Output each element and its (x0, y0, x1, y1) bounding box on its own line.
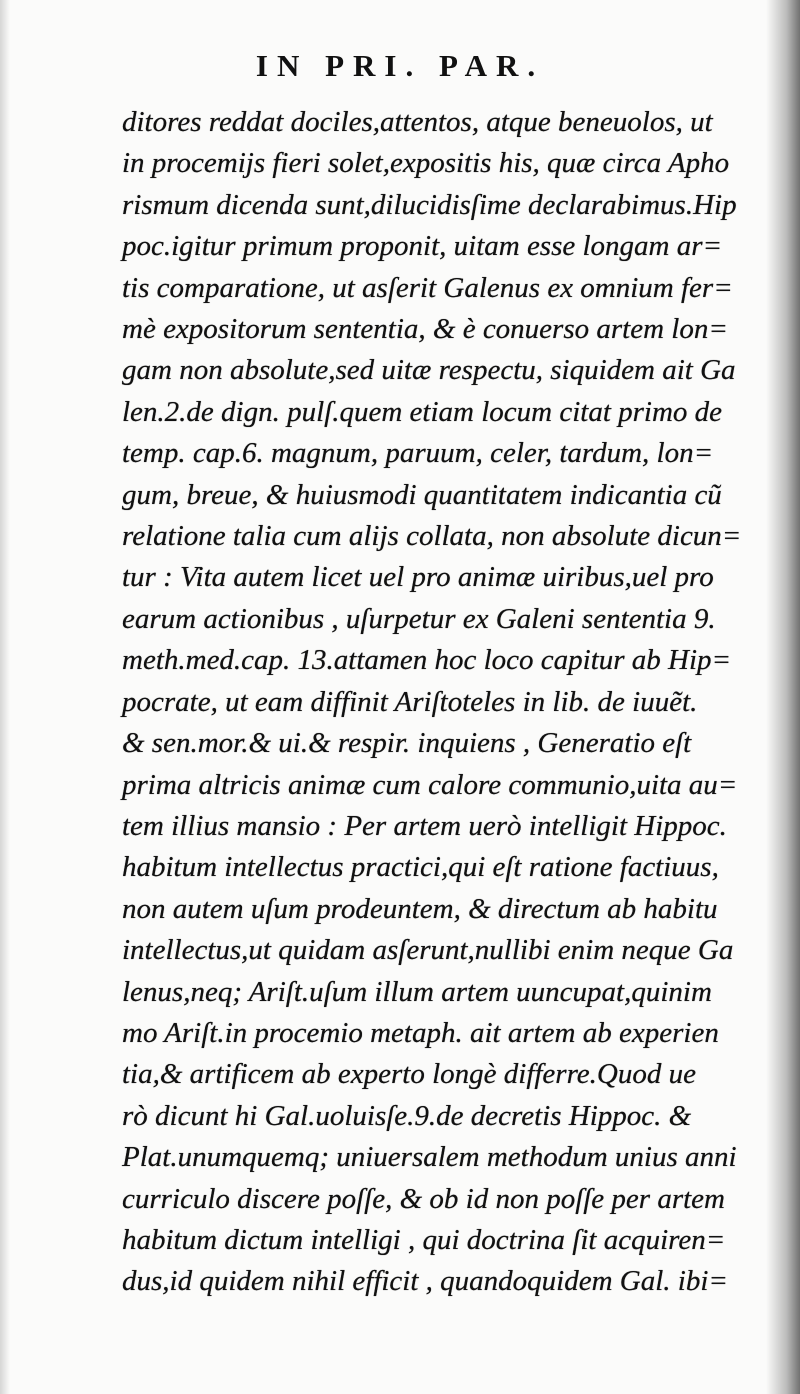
running-header: IN PRI. PAR. (255, 48, 545, 83)
text-line: intellectus,ut quidam asſerunt,nullibi enim neque Ga (122, 934, 734, 967)
text-line: temp. cap.6. magnum, paruum, celer, tardum, lon= (122, 437, 714, 470)
text-line: gam non absolute,sed uitæ respectu, siquidem ait Ga (122, 354, 736, 387)
text-line: & sen.mor.& ui.& respir. inquiens , Generatio eſt (122, 727, 692, 760)
text-line: tur : Vita autem licet uel pro animæ uiribus,uel pro (122, 561, 714, 594)
text-line: tis comparatione, ut asſerit Galenus ex omnium fer= (122, 271, 733, 304)
text-line: ditores reddat dociles,attentos, atque beneuolos, ut (122, 106, 713, 138)
text-line: rismum dicenda sunt,dilucidisſime declarabimus.Hip (122, 188, 737, 221)
text-line: mè expositorum sententia, & è conuerso artem lon= (122, 313, 728, 346)
text-line: in procemijs fieri solet,expositis his, quæ circa Apho (122, 147, 730, 180)
text-line: meth.med.cap. 13.attamen hoc loco capitur ab Hip= (122, 644, 732, 677)
text-line: habitum intellectus practici,qui eſt ratione factiuus, (122, 851, 719, 884)
text-line: mo Ariſt.in procemio metaph. ait artem ab experien (122, 1016, 719, 1049)
text-line: dus,id quidem nihil efficit , quandoquidem Gal. ibi= (122, 1265, 728, 1298)
page-left-edge (0, 0, 10, 1394)
text-line: habitum dictum intelligi , qui doctrina ſit acquiren= (122, 1223, 726, 1256)
text-line: rò dicunt hi Gal.uoluisſe.9.de decretis Hippoc. & (122, 1099, 692, 1132)
text-line: tia,& artificem ab experto longè differre.Quod ue (122, 1058, 696, 1091)
text-line: earum actionibus , uſurpetur ex Galeni sententia 9. (122, 602, 716, 635)
text-line: tem illius mansio : Per artem uerò intelligit Hippoc. (122, 809, 727, 842)
text-line: gum, breue, & huiusmodi quantitatem indicantia cũ (122, 478, 722, 511)
text-line: len.2.de dign. pulſ.quem etiam locum citat primo de (122, 395, 723, 428)
text-line: poc.igitur primum proponit, uitam esse longam ar= (122, 230, 723, 263)
text-line: pocrate, ut eam diffinit Ariſtoteles in lib. de iuuẽt. (122, 685, 698, 718)
text-line: lenus,neq; Ariſt.uſum illum artem uuncupat,quinim (122, 975, 712, 1008)
text-line: curriculo discere poſſe, & ob id non poſſe per artem (122, 1182, 725, 1215)
text-line: non autem uſum prodeuntem, & directum ab habitu (122, 892, 718, 925)
text-line: relatione talia cum alijs collata, non absolute dicun= (122, 520, 742, 553)
text-line: prima altricis animæ cum calore communio,uita au= (122, 768, 738, 801)
text-line: Plat.unumquemq; uniuersalem methodum unius anni (122, 1141, 737, 1174)
body-text (122, 102, 772, 1303)
